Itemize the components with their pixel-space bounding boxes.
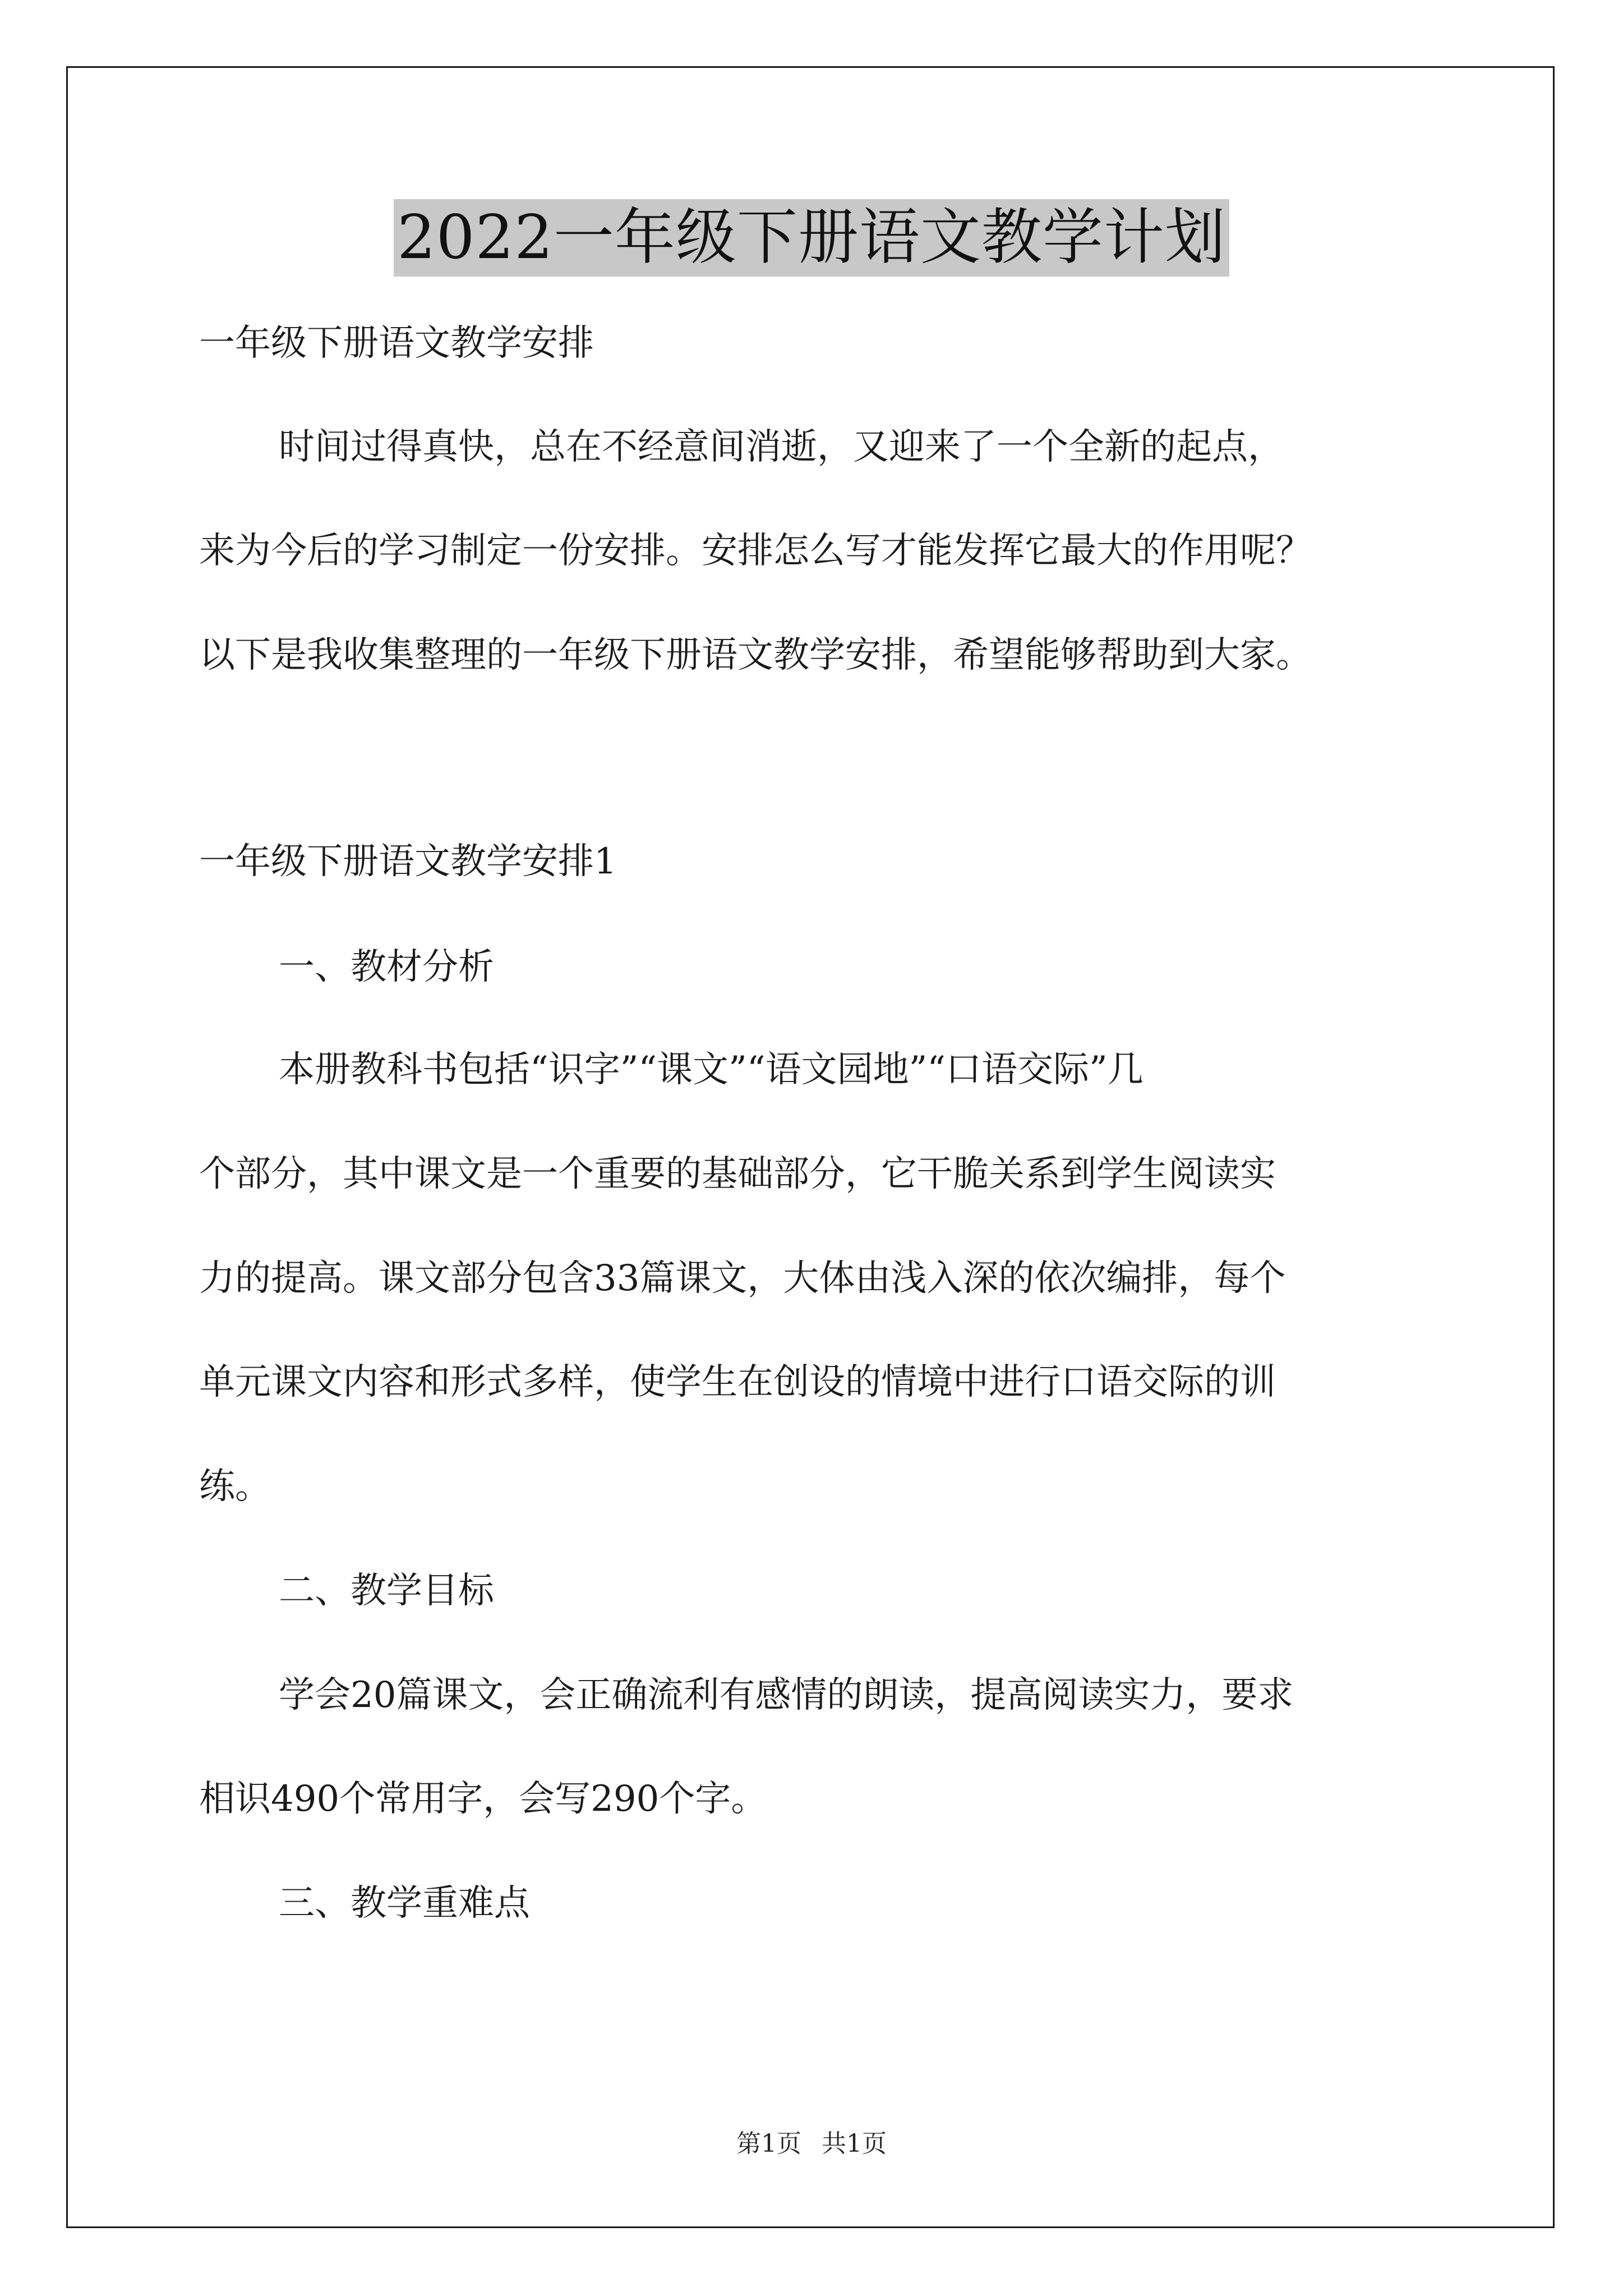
part1-line: 力的提高。课文部分包含33篇课文，大体由浅入深的依次编排，每个 (199, 1258, 1286, 1299)
page-number: 第1页 (736, 2129, 801, 2158)
part2-line: 相识490个常用字，会写290个字。 (199, 1778, 767, 1820)
document-subtitle: 一年级下册语文教学安排 (199, 323, 594, 364)
title-container (0, 199, 1623, 277)
part2-heading: 二、教学目标 (279, 1570, 494, 1612)
page-total: 共1页 (822, 2129, 887, 2158)
part1-line: 本册教科书包括“识字”“课文”“语文园地”“口语交际”几 (279, 1049, 1144, 1091)
intro-line: 时间过得真快，总在不经意间消逝，又迎来了一个全新的起点， (279, 426, 1284, 468)
part1-line: 个部分，其中课文是一个重要的基础部分，它干脆关系到学生阅读实 (199, 1153, 1276, 1195)
document-title: 2022一年级下册语文教学计划 (394, 199, 1229, 277)
part1-line: 练。 (199, 1466, 271, 1507)
intro-line: 来为今后的学习制定一份安排。安排怎么写才能发挥它最大的作用呢？ (199, 530, 1312, 572)
part2-line: 学会20篇课文，会正确流利有感情的朗读，提高阅读实力，要求 (279, 1674, 1294, 1716)
section-heading: 一年级下册语文教学安排1 (199, 841, 617, 882)
intro-line: 以下是我收集整理的一年级下册语文教学安排，希望能够帮助到大家。 (199, 634, 1312, 676)
part3-heading: 三、教学重难点 (279, 1883, 530, 1924)
part1-line: 单元课文内容和形式多样，使学生在创设的情境中进行口语交际的训 (199, 1361, 1276, 1403)
page-footer (0, 2123, 1623, 2159)
part1-heading: 一、教材分析 (279, 946, 494, 988)
